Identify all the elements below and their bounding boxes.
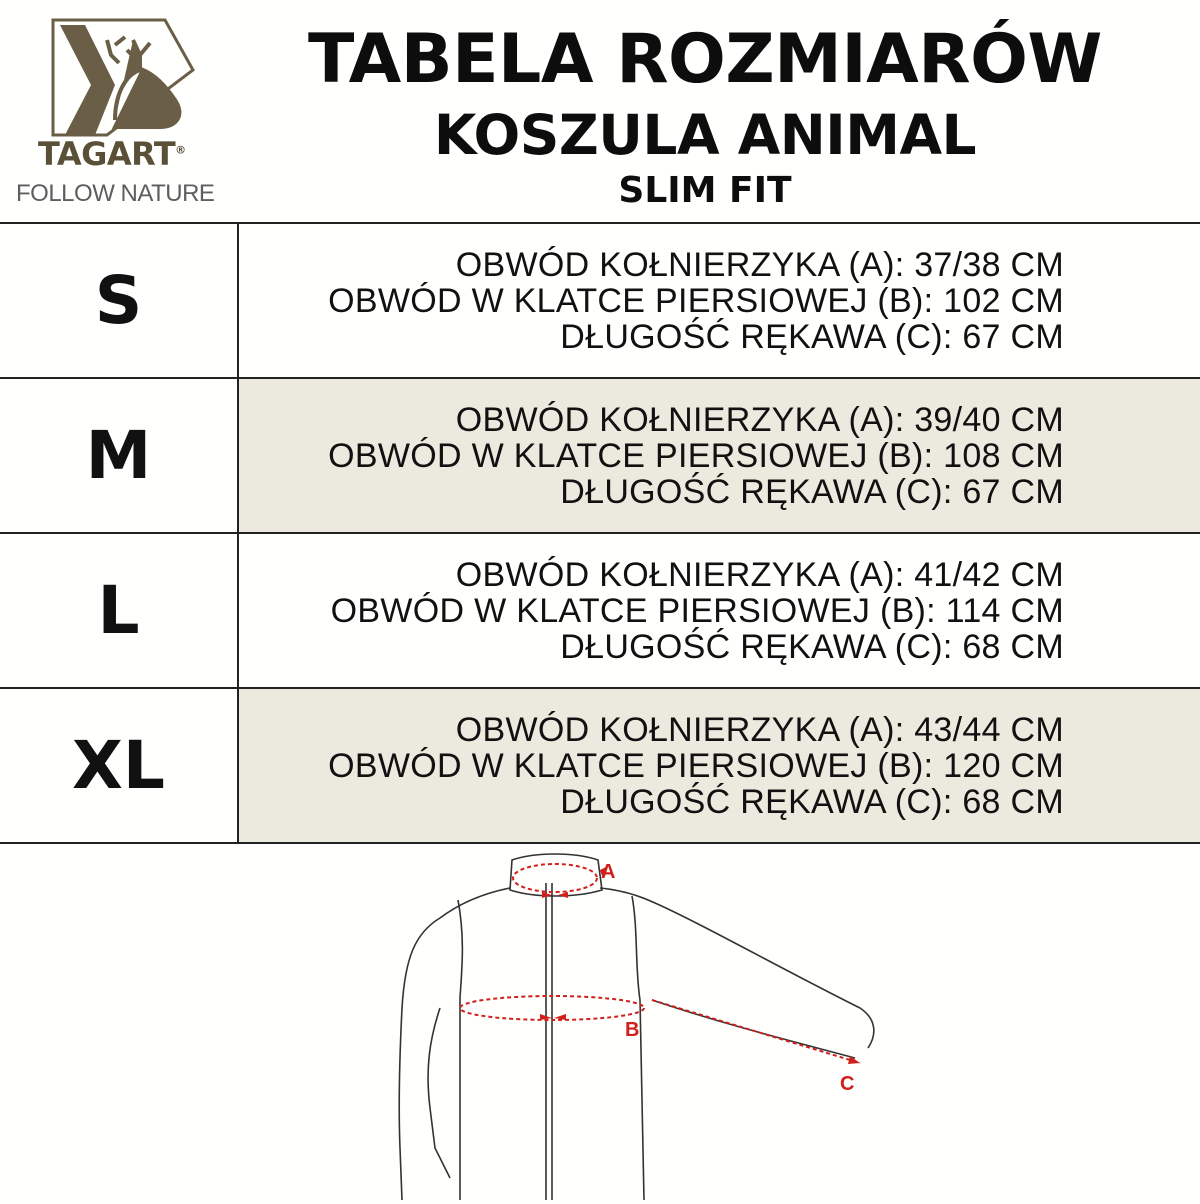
header bbox=[0, 0, 1200, 222]
chest-measure: OBWÓD W KLATCE PIERSIOWEJ (B): 120 CM bbox=[328, 746, 1064, 785]
size-label: XL bbox=[0, 689, 239, 842]
brand-tagline: FOLLOW NATURE bbox=[16, 180, 215, 207]
size-table bbox=[0, 222, 1200, 844]
size-row-l bbox=[0, 532, 1200, 687]
size-row-m bbox=[0, 377, 1200, 532]
collar-measure: OBWÓD KOŁNIERZYKA (A): 41/42 CM bbox=[455, 555, 1064, 594]
sleeve-measure: DŁUGOŚĆ RĘKAWA (C): 68 CM bbox=[560, 627, 1064, 666]
size-details bbox=[239, 534, 1200, 687]
chest-measure: OBWÓD W KLATCE PIERSIOWEJ (B): 114 CM bbox=[330, 591, 1064, 630]
size-label: M bbox=[0, 379, 239, 532]
sleeve-measure: DŁUGOŚĆ RĘKAWA (C): 67 CM bbox=[560, 317, 1064, 356]
collar-measure: OBWÓD KOŁNIERZYKA (A): 39/40 CM bbox=[455, 400, 1064, 439]
collar-measure: OBWÓD KOŁNIERZYKA (A): 37/38 CM bbox=[455, 245, 1064, 284]
size-label: L bbox=[0, 534, 239, 687]
chest-measure: OBWÓD W KLATCE PIERSIOWEJ (B): 102 CM bbox=[328, 281, 1064, 320]
size-details bbox=[239, 689, 1200, 842]
size-row-xl bbox=[0, 687, 1200, 844]
label-b: B bbox=[625, 1019, 640, 1041]
sleeve-measure: DŁUGOŚĆ RĘKAWA (C): 68 CM bbox=[560, 782, 1064, 821]
size-details bbox=[239, 379, 1200, 532]
chest-measure: OBWÓD W KLATCE PIERSIOWEJ (B): 108 CM bbox=[328, 436, 1064, 475]
size-row-s bbox=[0, 222, 1200, 377]
sleeve-measure: DŁUGOŚĆ RĘKAWA (C): 67 CM bbox=[560, 472, 1064, 511]
fit-label: SLIM FIT bbox=[618, 170, 792, 211]
size-details bbox=[239, 224, 1200, 377]
page-title: TABELA ROZMIARÓW bbox=[308, 20, 1102, 99]
brand-name: TAGART® bbox=[38, 135, 186, 173]
shirt-outline-icon bbox=[360, 848, 900, 1200]
size-label: S bbox=[0, 224, 239, 377]
shirt-diagram bbox=[360, 848, 900, 1200]
collar-measure: OBWÓD KOŁNIERZYKA (A): 43/44 CM bbox=[455, 710, 1064, 749]
label-a: A bbox=[601, 861, 616, 883]
product-name: KOSZULA ANIMAL bbox=[433, 103, 977, 167]
label-c: C bbox=[840, 1073, 855, 1095]
deer-logo-icon bbox=[15, 15, 240, 145]
